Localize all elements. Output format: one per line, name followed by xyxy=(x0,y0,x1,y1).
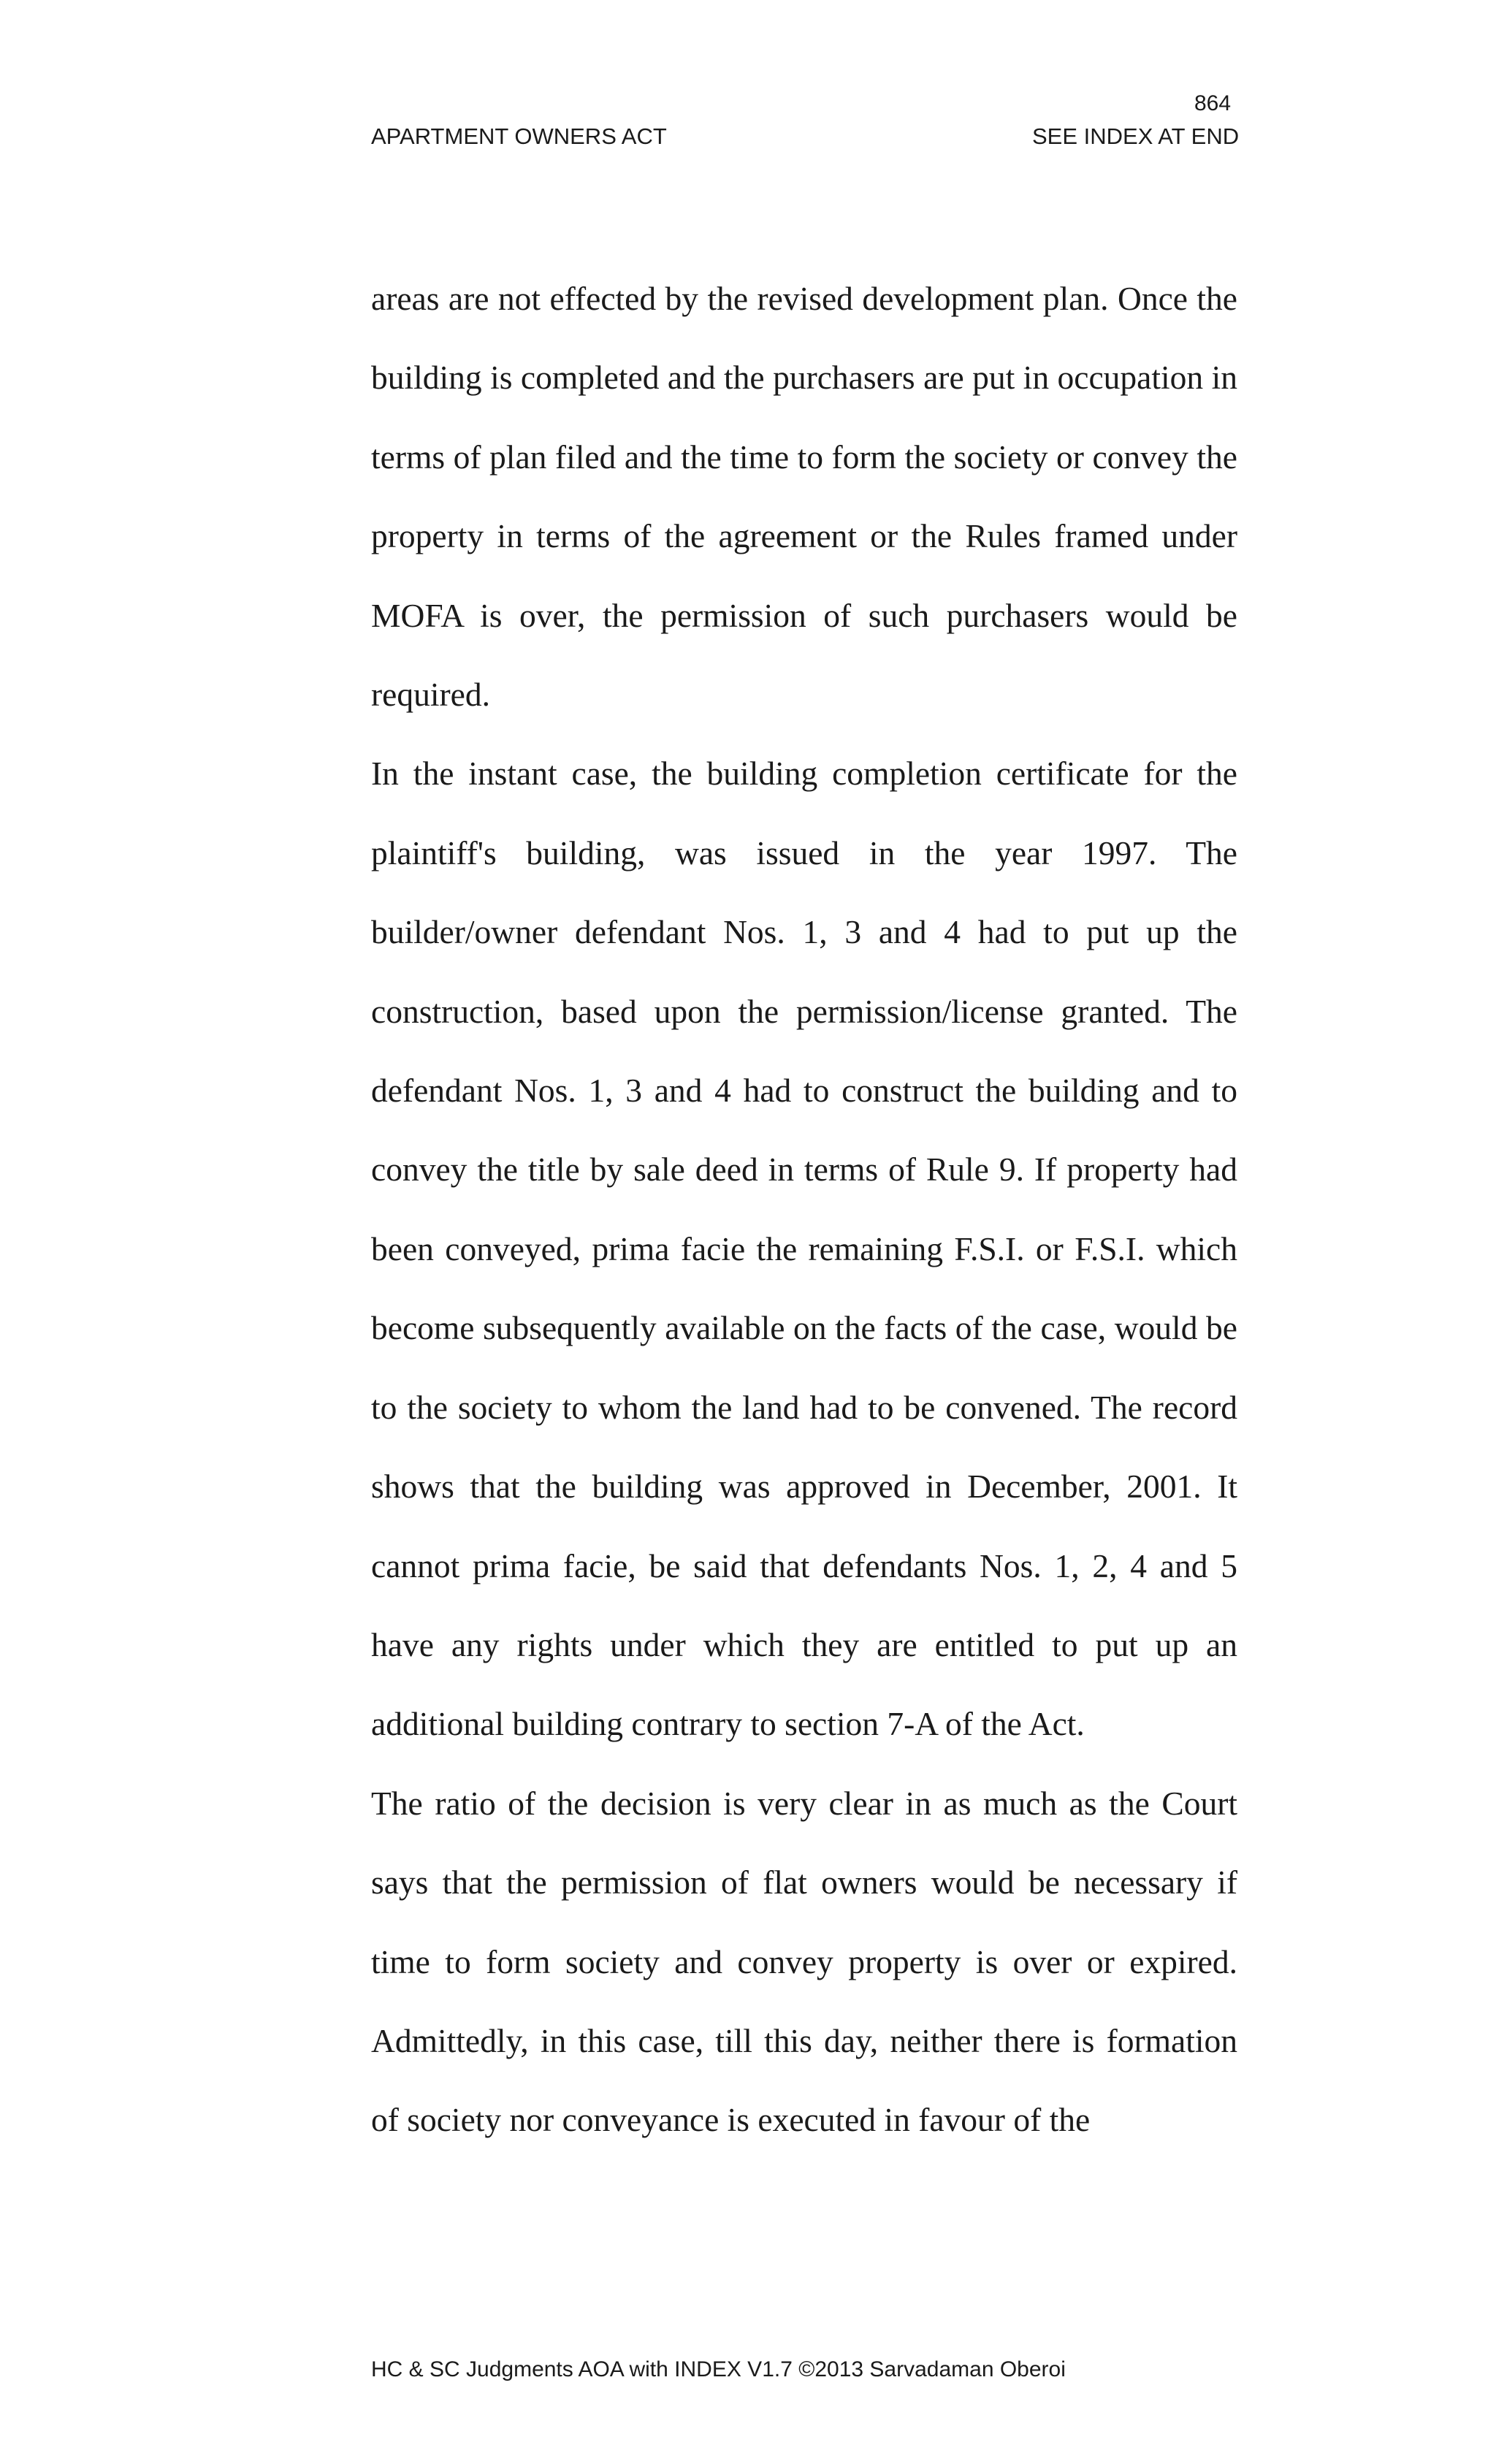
body-paragraph: In the instant case, the building completion certificate for the plaintiff's building, was issued in the year 1997. The builder/owner defendant Nos. 1, 3 and 4 had to put up the construction, based upon the permission/license granted. The defendant Nos. 1, 3 and 4 had to construct the building and to convey the title by sale deed in terms of Rule 9. If property had been conveyed, prima facie the remaining F.S.I. or F.S.I. which become subsequently available on the facts of the case, would be to the society to whom the land had to be convened. The record shows that the building was approved in December, 2001. It cannot prima facie, be said that defendants Nos. 1, 2, 4 and 5 have any rights under which they are entitled to put up an additional building contrary to section 7-A of the Act. xyxy=(371,755,1237,1743)
page-number: 864 xyxy=(1194,91,1232,115)
running-header-title: APARTMENT OWNERS ACT xyxy=(371,123,667,149)
document-body xyxy=(371,259,1237,2160)
body-paragraph: areas are not effected by the revised development plan. Once the building is completed and the purchasers are put in occupation in terms of plan filed and the time to form the society or convey the property in terms of the agreement or the Rules framed under MOFA is over, the permission of such purchasers would be required. xyxy=(371,280,1237,714)
page-footer: HC & SC Judgments AOA with INDEX V1.7 ©2013 Sarvadaman Oberoi xyxy=(371,2357,1066,2381)
body-paragraph: The ratio of the decision is very clear in as much as the Court says that the permission of flat owners would be necessary if time to form society and convey property is over or expired. Admittedly, in this case, till this day, neither there is formation of society nor conveyance is executed in favour of the xyxy=(371,1784,1237,2139)
running-header-index-note: SEE INDEX AT END xyxy=(1032,123,1240,149)
